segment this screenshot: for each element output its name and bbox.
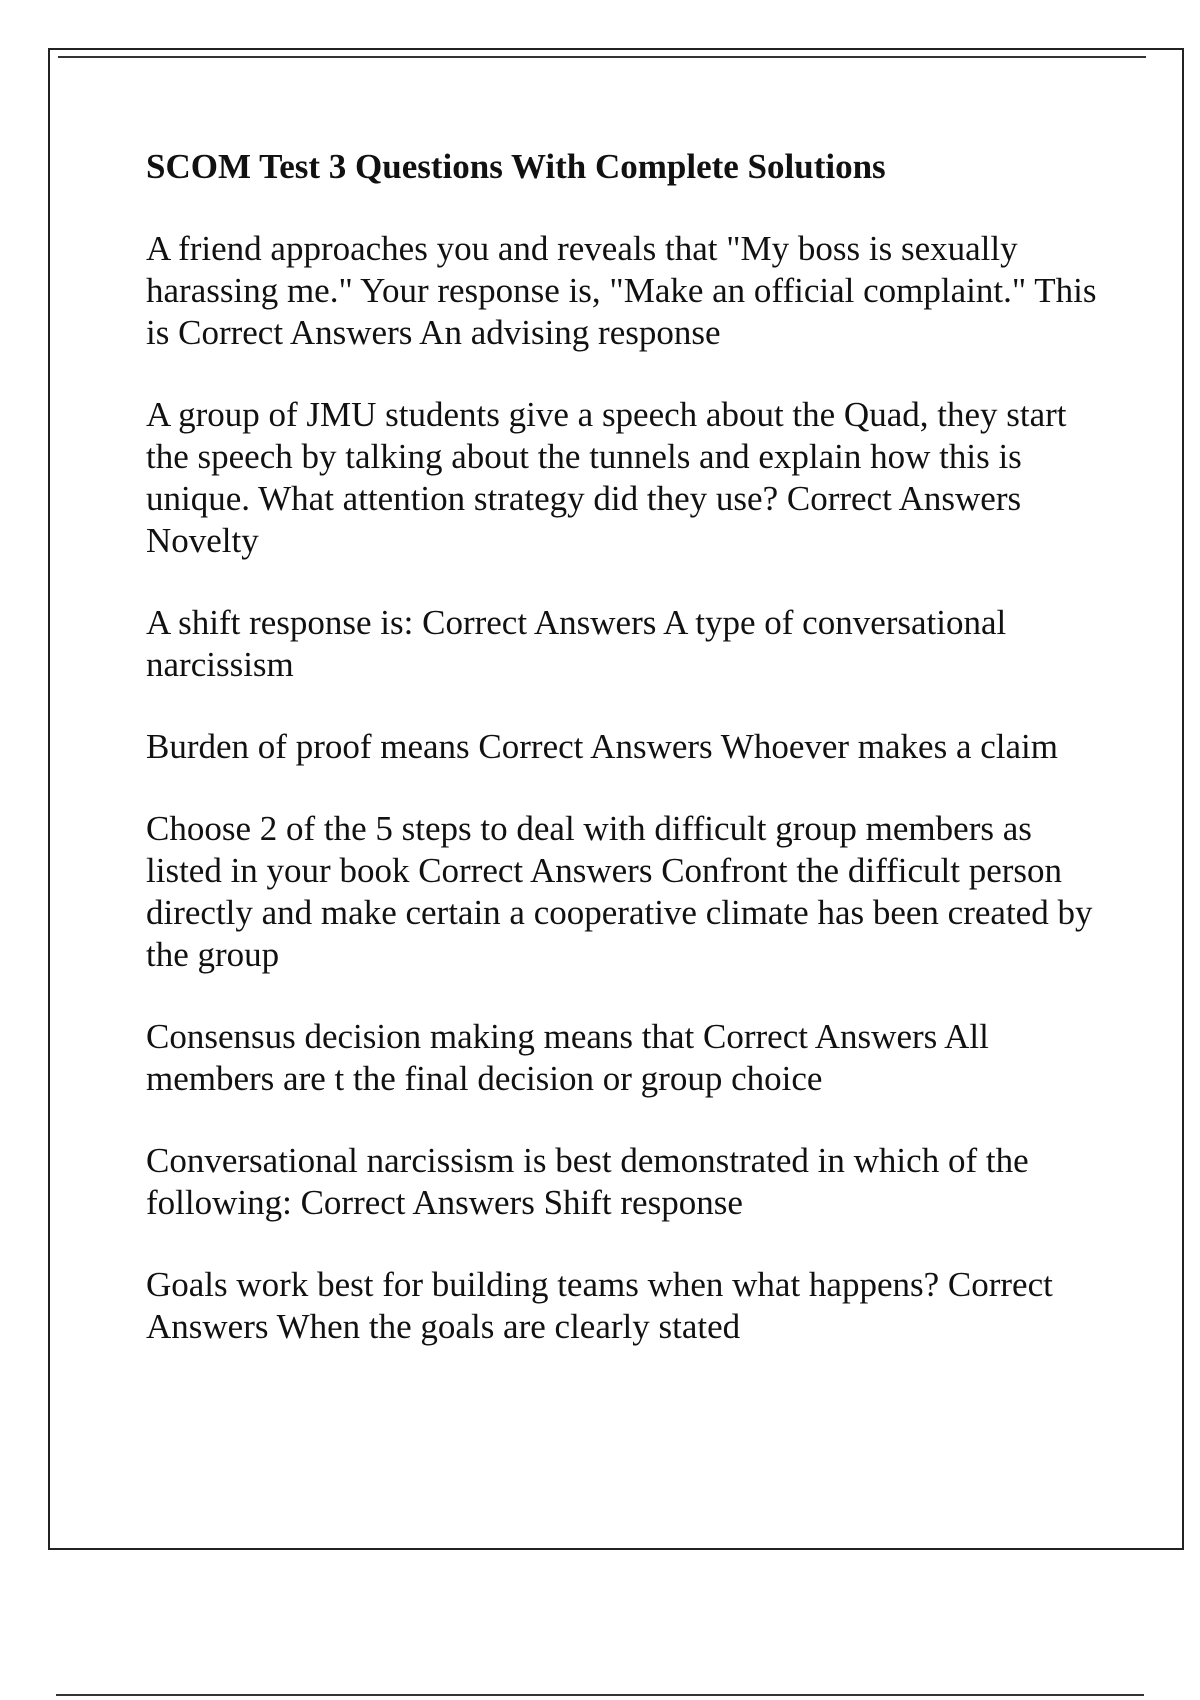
document-body xyxy=(146,146,1106,1388)
qa-item-8: Goals work best for building teams when what happens? Correct Answers When the goals are clearly stated xyxy=(146,1265,1053,1346)
page-frame xyxy=(48,48,1184,1550)
document-title: SCOM Test 3 Questions With Complete Solutions xyxy=(146,147,886,186)
qa-item-1: A friend approaches you and reveals that "My boss is sexually harassing me." Your response is, "Make an official complaint." This is Correct Answers An advising response xyxy=(146,229,1097,352)
bottom-rule xyxy=(56,1694,1144,1696)
qa-item-6: Consensus decision making means that Correct Answers All members are t the final decision or group choice xyxy=(146,1017,989,1098)
qa-item-2: A group of JMU students give a speech about the Quad, they start the speech by talking about the tunnels and explain how this is unique. What attention strategy did they use? Correct Answers Novelty xyxy=(146,395,1067,560)
top-rule xyxy=(58,56,1146,58)
qa-item-5: Choose 2 of the 5 steps to deal with difficult group members as listed in your book Correct Answers Confront the difficult person directly and make certain a cooperative climate has been created by the group xyxy=(146,809,1093,974)
qa-item-7: Conversational narcissism is best demonstrated in which of the following: Correct Answers Shift response xyxy=(146,1141,1029,1222)
qa-item-4: Burden of proof means Correct Answers Whoever makes a claim xyxy=(146,727,1058,766)
qa-item-3: A shift response is: Correct Answers A type of conversational narcissism xyxy=(146,603,1007,684)
